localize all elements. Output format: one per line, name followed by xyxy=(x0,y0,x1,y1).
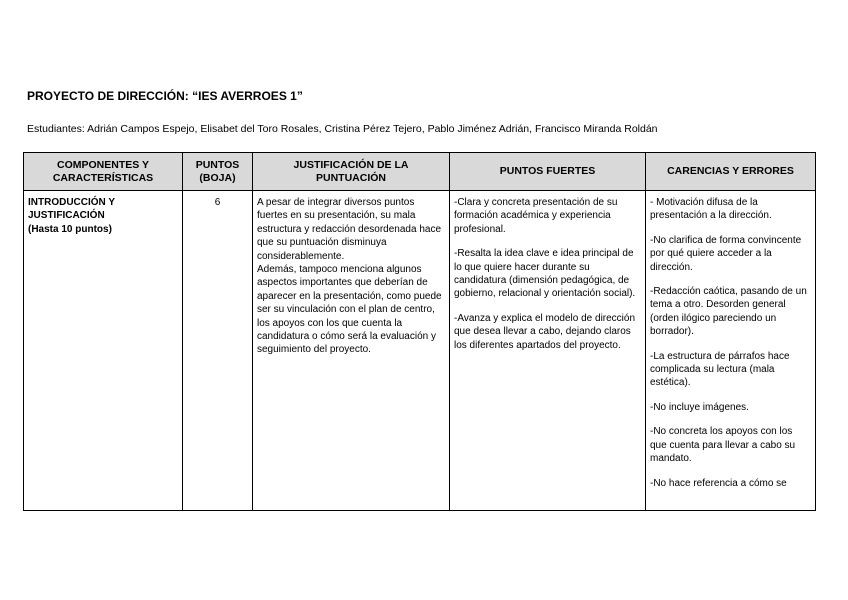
strengths-cell xyxy=(450,191,646,511)
points-cell: 6 xyxy=(183,191,253,511)
header-justification xyxy=(253,153,450,191)
justification-paragraph: Además, tampoco menciona algunos aspectos importantes que deberían de aparecer en la presentación, como puede ser su vinculación con el plan de centro, los apoyos con los que cuenta la candidatura o cómo será la evaluación y seguimiento del proyecto. xyxy=(257,264,442,356)
header-points-line: (BOJA) xyxy=(199,171,236,184)
table-row xyxy=(24,191,816,511)
header-justification-line: JUSTIFICACIÓN DE LA xyxy=(293,158,409,171)
weakness-item: -No concreta los apoyos con los que cuenta para llevar a cabo su mandato. xyxy=(650,426,796,465)
header-weaknesses: CARENCIAS Y ERRORES xyxy=(646,153,816,191)
weakness-item: -La estructura de párrafos hace complicada su lectura (mala estética). xyxy=(650,350,790,389)
table-header-row xyxy=(24,153,816,191)
component-line: INTRODUCCIÓN Y xyxy=(28,197,116,208)
weakness-item: -No hace referencia a cómo se xyxy=(650,477,787,489)
header-components-line: CARACTERÍSTICAS xyxy=(52,171,154,184)
strength-item: -Resalta la idea clave e idea principal de lo que quiere hacer durante su candidatura (dimensión pedagógica, de gobierno, relacional y orientación social). xyxy=(454,248,636,300)
component-cell xyxy=(24,191,183,511)
weaknesses-list xyxy=(650,196,811,510)
document-title: PROYECTO DE DIRECCIÓN: “IES AVERROES 1” xyxy=(27,89,303,103)
students-line: Estudiantes: Adrián Campos Espejo, Elisabet del Toro Rosales, Cristina Pérez Tejero, Pablo Jiménez Adrián, Francisco Miranda Roldán xyxy=(27,123,658,135)
weakness-item: - Motivación difusa de la presentación a la dirección. xyxy=(650,197,772,222)
header-components-line: COMPONENTES Y xyxy=(57,158,149,171)
header-points-line: PUNTOS xyxy=(195,158,240,171)
header-components xyxy=(24,153,183,191)
strength-item: -Avanza y explica el modelo de dirección que desea llevar a cabo, dejando claros los diferentes apartados del proyecto. xyxy=(454,312,636,351)
component-line: (Hasta 10 puntos) xyxy=(28,223,112,235)
header-strengths: PUNTOS FUERTES xyxy=(450,153,646,191)
evaluation-table xyxy=(23,152,816,511)
header-points xyxy=(183,153,253,191)
component-line: JUSTIFICACIÓN xyxy=(28,210,105,222)
justification-cell xyxy=(253,191,450,511)
header-justification-line: PUNTUACIÓN xyxy=(316,171,386,184)
justification-paragraph: A pesar de integrar diversos puntos fuertes en su presentación, su mala estructura y redacción desordenada hace que su puntuación disminuya considerablemente. xyxy=(257,197,442,262)
weakness-item: -No incluye imágenes. xyxy=(650,401,749,413)
strength-item: -Clara y concreta presentación de su formación académica y experiencia profesional. xyxy=(454,197,618,235)
weakness-item: -No clarifica de forma convincente por qué quiere acceder a la dirección. xyxy=(650,234,802,273)
weakness-item: -Redacción caótica, pasando de un tema a otro. Desorden general (orden ilógico pareciendo un borrador). xyxy=(650,286,807,338)
weaknesses-cell xyxy=(646,191,816,511)
